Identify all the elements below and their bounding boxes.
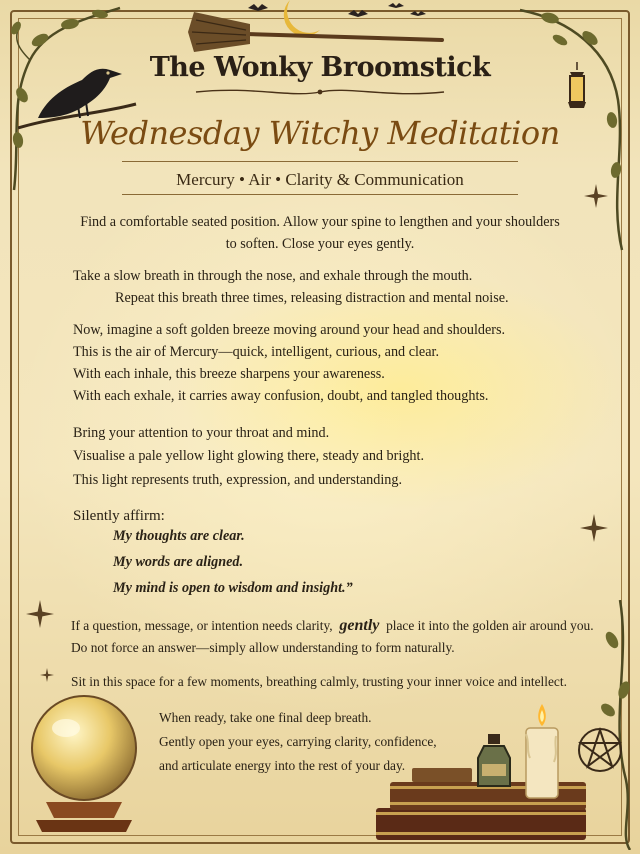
paragraph-5-text-a: If a question, message, or intention needs clarity, xyxy=(71,618,333,633)
paragraph-2-line-1: Take a slow breath in through the nose, and exhale through the mouth. xyxy=(73,268,473,284)
potion-bottle-icon xyxy=(474,734,514,788)
star-icon xyxy=(26,600,54,628)
star-icon xyxy=(580,514,608,542)
paragraph-7-line-1: When ready, take one final deep breath. xyxy=(159,710,372,725)
paragraph-5-line-1 xyxy=(71,614,594,638)
affirmation-2: My words are aligned. xyxy=(113,554,244,570)
broomstick-icon xyxy=(186,10,446,54)
crystal-ball-icon xyxy=(22,694,152,842)
brand-flourish-icon xyxy=(192,86,448,98)
lantern-icon xyxy=(564,62,590,112)
brand-name: The Wonky Broomstick xyxy=(149,52,491,83)
page-subtitle: Mercury • Air • Clarity & Communication xyxy=(176,170,464,189)
paragraph-3-line-3: With each inhale, this breeze sharpens your awareness. xyxy=(73,366,385,382)
affirmation-3: My mind is open to wisdom and insight.” xyxy=(113,580,353,596)
star-icon xyxy=(584,184,608,208)
paragraph-3-line-4: With each exhale, it carries away confusion, doubt, and tangled thoughts. xyxy=(73,388,489,404)
paragraph-2-line-2: Repeat this breath three times, releasing distraction and mental noise. xyxy=(115,290,509,306)
paragraph-4-line-2: Visualise a pale yellow light glowing there, steady and bright. xyxy=(73,448,424,464)
paragraph-5-text-b: place it into the golden air around you. xyxy=(386,618,594,633)
title-divider xyxy=(122,161,518,162)
emphasis-gently: gently xyxy=(339,617,380,634)
paragraph-6: Sit in this space for a few moments, breathing calmly, trusting your inner voice and intellect. xyxy=(71,674,567,689)
paragraph-3-line-1: Now, imagine a soft golden breeze moving around your head and shoulders. xyxy=(73,322,506,338)
paragraph-1-line-2: to soften. Close your eyes gently. xyxy=(225,236,415,252)
affirmation-1: My thoughts are clear. xyxy=(113,528,245,544)
pentacle-icon xyxy=(576,726,624,774)
paragraph-7-line-2: Gently open your eyes, carrying clarity, confidence, xyxy=(159,734,437,749)
paragraph-4-line-3: This light represents truth, expression, and understanding. xyxy=(73,472,403,488)
star-icon xyxy=(40,668,54,682)
page-title: Wednesday Witchy Meditation xyxy=(80,114,560,152)
candle-icon xyxy=(516,704,568,804)
subtitle-divider xyxy=(122,194,518,195)
paragraph-1-line-1: Find a comfortable seated position. Allow your spine to lengthen and your shoulders xyxy=(80,214,560,230)
paragraph-5-line-2: Do not force an answer—simply allow understanding to form naturally. xyxy=(71,640,455,655)
paragraph-7-line-3: and articulate energy into the rest of your day. xyxy=(159,758,406,773)
paragraph-4-line-1: Bring your attention to your throat and mind. xyxy=(73,425,330,441)
paragraph-3-line-2: This is the air of Mercury—quick, intelligent, curious, and clear. xyxy=(73,344,440,360)
affirm-label: Silently affirm: xyxy=(73,508,165,524)
